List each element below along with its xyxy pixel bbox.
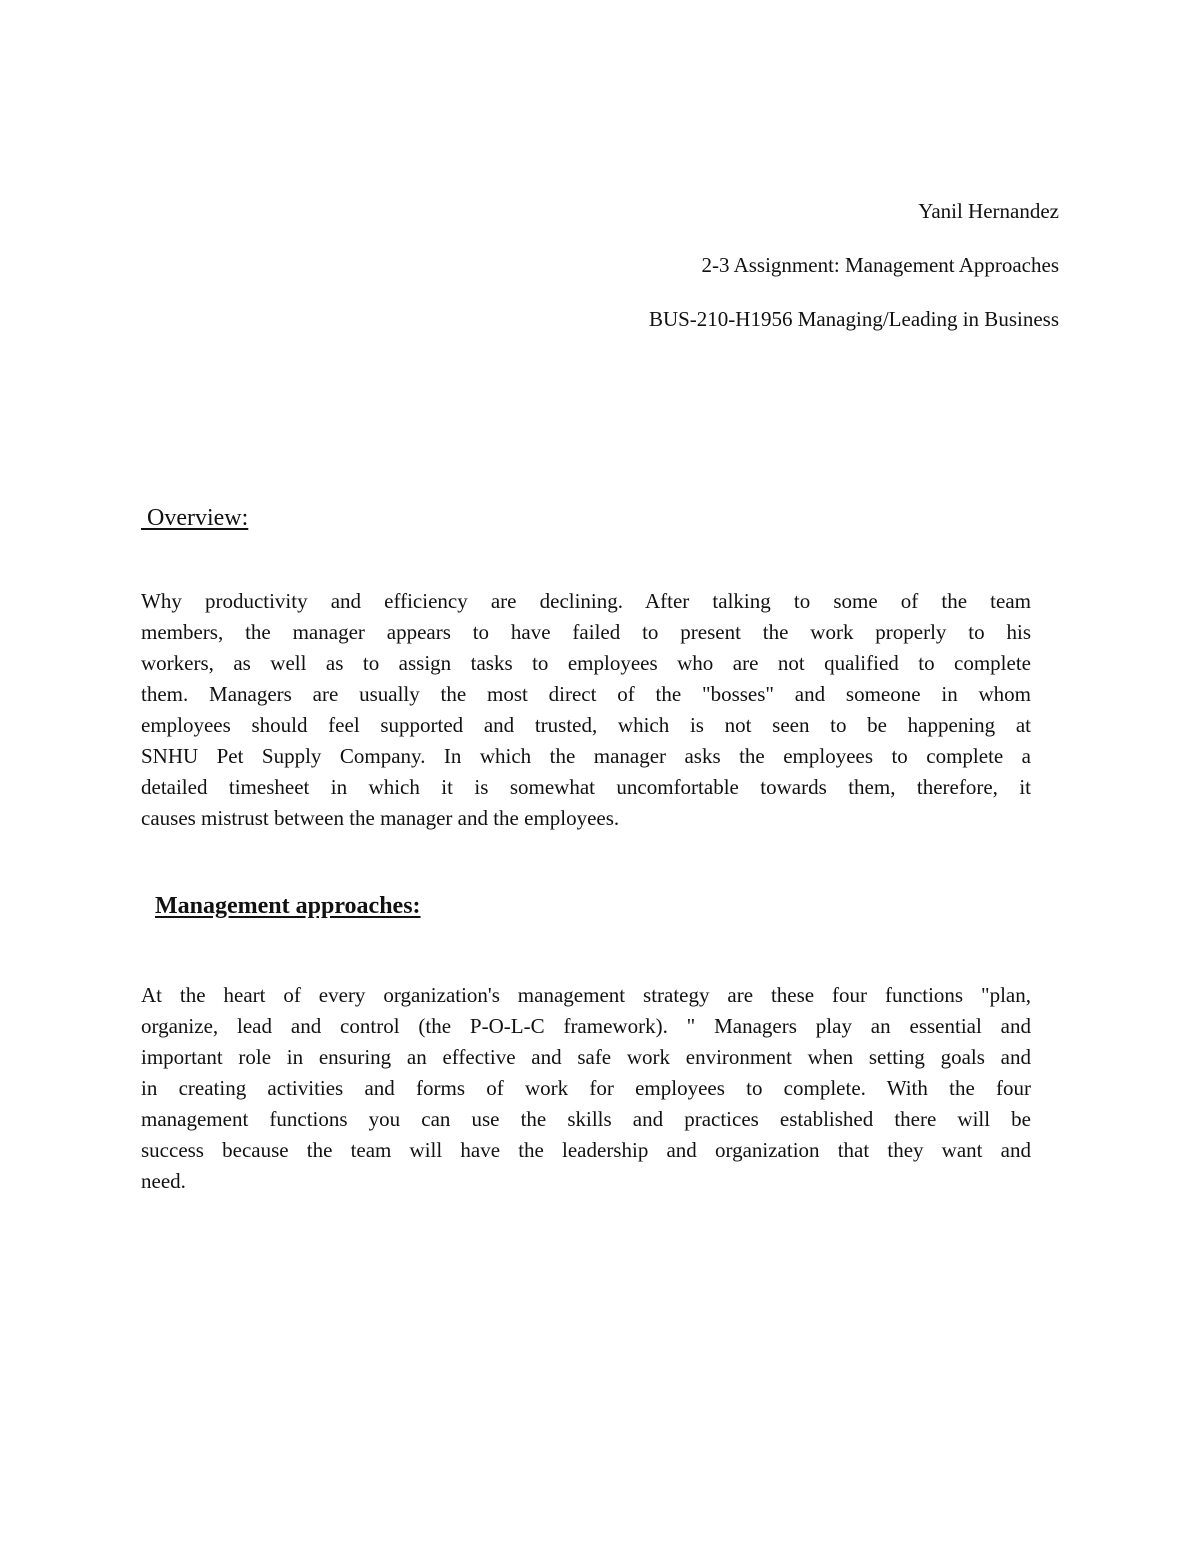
overview-line: causes mistrust between the manager and the employees. — [141, 806, 620, 830]
overview-line: employees should feel supported and trusted, which is not seen to be happening at — [141, 713, 1031, 737]
approaches-line: management functions you can use the skills and practices established there will be — [141, 1107, 1031, 1131]
approaches-line: organize, lead and control (the P-O-L-C framework). " Managers play an essential and — [141, 1014, 1031, 1038]
author-name: Yanil Hernandez — [918, 199, 1059, 223]
overview-paragraph — [141, 586, 1031, 834]
overview-line: members, the manager appears to have failed to present the work properly to his — [141, 620, 1031, 644]
overview-heading: Overview: — [141, 505, 249, 531]
overview-line: workers, as well as to assign tasks to employees who are not qualified to complete — [141, 651, 1031, 675]
approaches-line: in creating activities and forms of work for employees to complete. With the four — [141, 1076, 1031, 1100]
overview-line: SNHU Pet Supply Company. In which the manager asks the employees to complete a — [141, 744, 1031, 768]
overview-line: detailed timesheet in which it is somewhat uncomfortable towards them, therefore, it — [141, 775, 1031, 799]
overview-line: them. Managers are usually the most direct of the "bosses" and someone in whom — [141, 682, 1031, 706]
approaches-line: need. — [141, 1169, 186, 1193]
assignment-title: 2-3 Assignment: Management Approaches — [701, 253, 1059, 277]
approaches-line: important role in ensuring an effective and safe work environment when setting goals and — [141, 1045, 1031, 1069]
approaches-line: At the heart of every organization's management strategy are these four functions "plan, — [141, 983, 1031, 1007]
overview-line: Why productivity and efficiency are declining. After talking to some of the team — [141, 589, 1031, 613]
document-header — [649, 196, 1059, 358]
management-approaches-paragraph — [141, 980, 1031, 1197]
course-name: BUS-210-H1956 Managing/Leading in Business — [648, 307, 1059, 331]
management-approaches-heading: Management approaches: — [155, 893, 421, 919]
approaches-line: success because the team will have the leadership and organization that they want and — [141, 1138, 1031, 1162]
